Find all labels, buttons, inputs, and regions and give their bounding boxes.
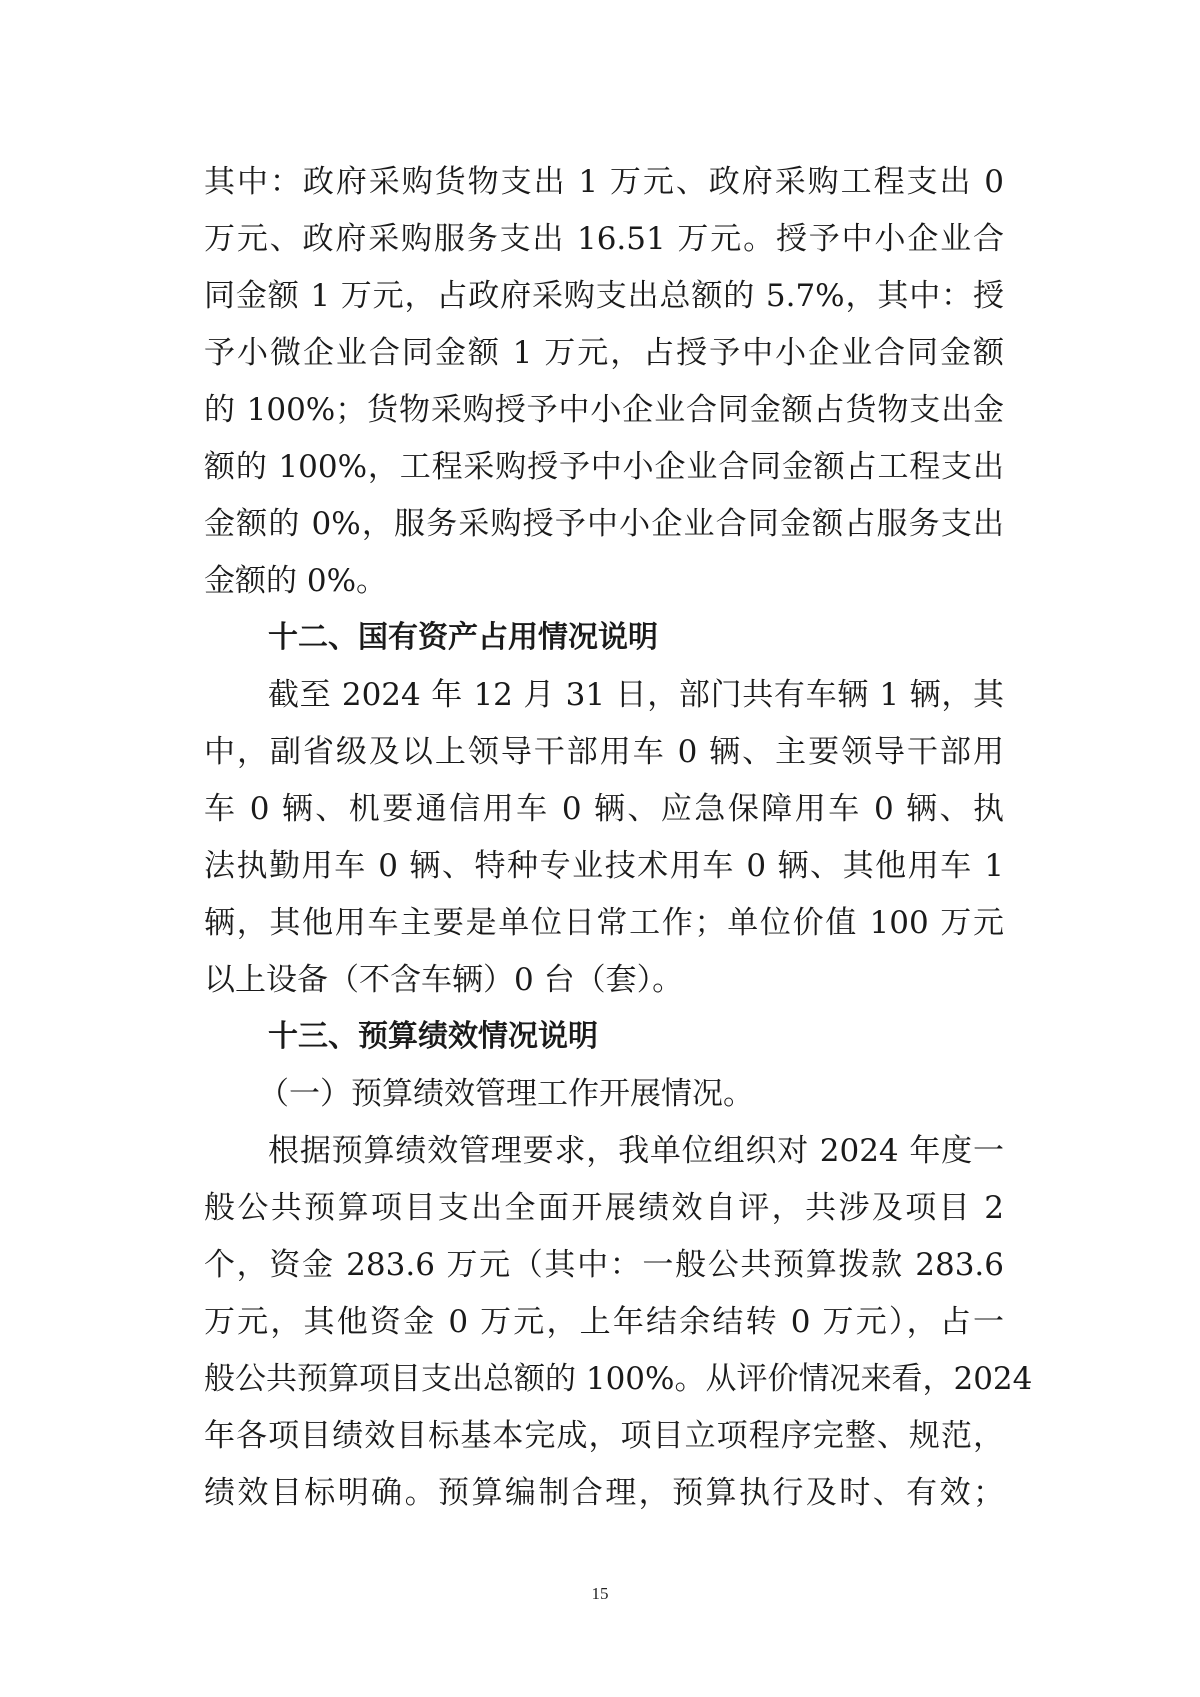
paragraph-line: 车 0 辆、机要通信用车 0 辆、应急保障用车 0 辆、执: [204, 791, 1004, 827]
section-heading-13: 十三、预算绩效情况说明: [268, 1019, 598, 1054]
paragraph-line: 个，资金 283.6 万元（其中：一般公共预算拨款 283.6: [204, 1247, 1004, 1283]
paragraph-line: 般公共预算项目支出全面开展绩效自评，共涉及项目 2: [204, 1190, 1004, 1226]
paragraph-line: 年各项目绩效目标基本完成，项目立项程序完整、规范，: [204, 1418, 1004, 1454]
page-number: 15: [591, 1584, 609, 1603]
section-heading-12: 十二、国有资产占用情况说明: [268, 620, 658, 655]
paragraph-line: 绩效目标明确。预算编制合理，预算执行及时、有效；: [204, 1475, 1004, 1511]
paragraph-line: 般公共预算项目支出总额的 100%。从评价情况来看，2024: [204, 1361, 1033, 1397]
paragraph-line: 以上设备（不含车辆）0 台（套）。: [204, 962, 684, 998]
paragraph-line: 同金额 1 万元，占政府采购支出总额的 5.7%，其中：授: [204, 278, 1004, 314]
paragraph-line: 金额的 0%，服务采购授予中小企业合同金额占服务支出: [204, 506, 1004, 542]
paragraph-line: 中，副省级及以上领导干部用车 0 辆、主要领导干部用: [204, 734, 1004, 770]
paragraph-line: 金额的 0%。: [204, 563, 388, 599]
paragraph-line: 根据预算绩效管理要求，我单位组织对 2024 年度一: [268, 1133, 1004, 1169]
paragraph-line: 截至 2024 年 12 月 31 日，部门共有车辆 1 辆，其: [268, 677, 1004, 713]
paragraph-line: 额的 100%，工程采购授予中小企业合同金额占工程支出: [204, 449, 1004, 485]
paragraph-line: 辆，其他用车主要是单位日常工作；单位价值 100 万元: [204, 905, 1004, 941]
paragraph-line: 万元，其他资金 0 万元，上年结余结转 0 万元），占一: [204, 1304, 1004, 1340]
paragraph-line: 予小微企业合同金额 1 万元，占授予中小企业合同金额: [204, 335, 1004, 371]
paragraph-line: 其中：政府采购货物支出 1 万元、政府采购工程支出 0: [204, 164, 1004, 200]
subsection-heading: （一）预算绩效管理工作开展情况。: [258, 1076, 754, 1112]
paragraph-line: 万元、政府采购服务支出 16.51 万元。授予中小企业合: [204, 221, 1004, 257]
paragraph-line: 的 100%；货物采购授予中小企业合同金额占货物支出金: [204, 392, 1004, 428]
paragraph-line: 法执勤用车 0 辆、特种专业技术用车 0 辆、其他用车 1: [204, 848, 1004, 884]
